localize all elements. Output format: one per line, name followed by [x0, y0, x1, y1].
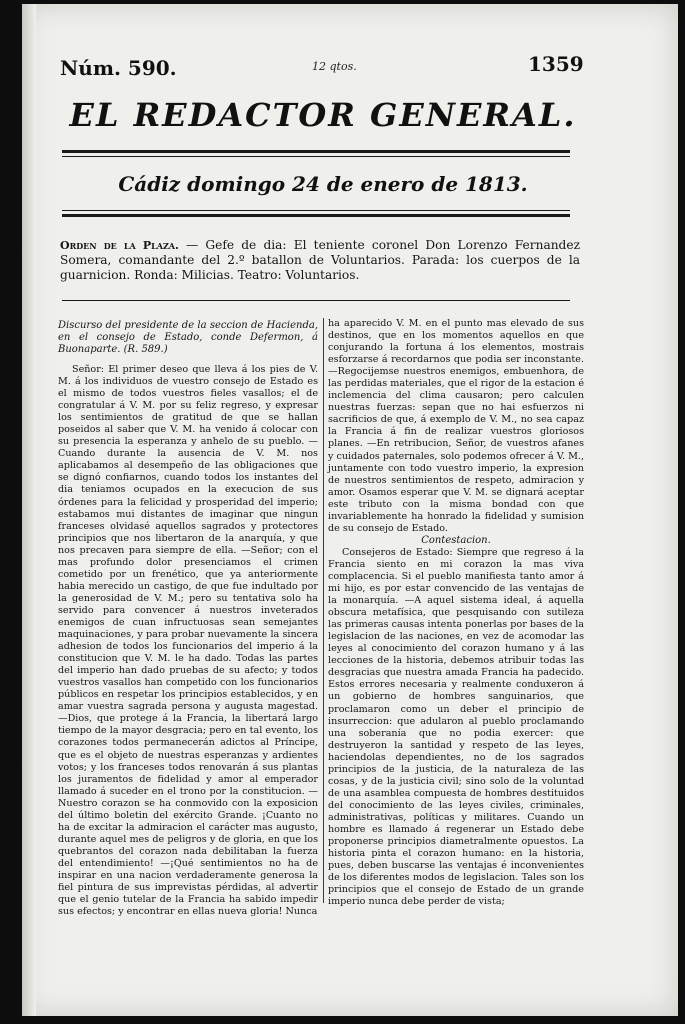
issue-number: Núm. 590. — [60, 56, 177, 80]
column-divider — [323, 318, 324, 903]
sheet-mark: 12 qtos. — [312, 60, 357, 73]
dateline-rule-thin — [62, 210, 570, 211]
right-column — [328, 318, 584, 908]
left-column — [58, 320, 318, 918]
masthead-rule-thick — [62, 150, 570, 153]
dateline-rule-thick — [62, 214, 570, 217]
page-edge-shadow — [22, 4, 36, 1016]
article-body-continued: ha aparecido V. M. en el punto mas elevado de sus destinos, que en los momentos aquellos en que conjurando la fortuna á los elementos, mostrais esforzarse á recordarnos que podia ser inconstante. —Regocijemse nuestros enemigos, embuenhora, de las perdidas materiales, que el rigor de la estacion é inclemencia del clima causaron; pero calculen nuestras fuerzas: sepan que no hai esfuerzos ni sacrificios de que, á exemplo de V. M., no sea capaz la Francia á fin de realizar vuestros gloriosos planes. —En retribucion, Señor, de vuestros afanes y cuidados paternales, solo podemos ofrecer á V. M., juntamente con todo vuestro imperio, la expresion de nuestros sentimientos de respeto, admiracion y amor. Osamos esperar que V. M. se dignará aceptar este tributo con la misma bondad con que invariablemente ha honrado la fidelidad y sumision de su consejo de Estado. — [328, 318, 584, 534]
section-rule — [62, 300, 570, 301]
masthead-rule-thin — [62, 156, 570, 157]
article-body: Señor: El primer deseo que lleva á los pies de V. M. á los individuos de vuestro consejo de Estado es el mismo de todos vuestros fieles vasallos; el de congratular á V. M. por su feliz regreso, y expresar los sentimientos de gratitud de que se hallan poseidos al saber que V. M. ha venido á colocar con su presencia la esperanza y anhelo de su pueblo. —Cuando durante la ausencia de V. M. nos aplicabamos al desempeño de las obligaciones que se dignó confiarnos, cuando todos los instantes del dia teniamos ocupados en la execucion de sus órdenes para la felicidad y prosperidad del imperio; estabamos mui distantes de imaginar que ningun franceses olvidasé aquellos sagrados y protectores principios que nos libertaron de la anarquía, y que nos precaven para siempre de ella. —Señor; con el mas profundo dolor presenciamos el crimen cometido por un frenético, que ya anteriormente habia merecido un castigo, de que fue indultado por la generosidad de V. M.; pero su tentativa solo ha servido para convencer á nuestros inveterados enemigos de cuan infructuosas sean semejantes maquinaciones, y para probar nuevamente la sincera adhesion de todos los funcionarios del imperio á la constitucion que V. M. le ha dado. Todas las partes del imperio han dado pruebas de su afecto; y todos vuestros vasallos han competido con los funcionarios públicos en respetar los principios establecidos, y en amar vuestra sagrada persona y augusta magestad. —Dios, que protege á la Francia, la libertará largo tiempo de la mayor desgracia; pero en tal evento, los corazones todos permanecerán adictos al Príncipe, que es el objeto de nuestras esperanzas y ardientes votos; y los franceses todos renovarán á sus plantas los juramentos de fidelidad y amor al emperador llamado á suceder en el trono por la constitucion. —Nuestro corazon se ha conmovido con la exposicion del último boletin del exército Grande. ¡Cuanto no ha de excitar la admiracion el carácter mas augusto, durante aquel mes de peligros y de gloria, en que los quebrantos del corazon nada debilitaban la fuerza del entendimiento! —¡Qué sentimientos no ha de inspirar en una nacion verdaderamente generosa la fiel pintura de sus imprevistas pérdidas, al advertir que el genio tutelar de la Francia ha sabido impedir sus efectos; y encontrar en ellas nueva gloria! Nunca — [58, 364, 318, 918]
reply-body: Consejeros de Estado: Siempre que regreso á la Francia siento en mi corazon la mas viva complacencia. Si el pueblo manifiesta tanto amor á mi hijo, es por estar convencido de las ventajas de la monarquía. —A aquel sistema ideal, á aquella obscura metafísica, que pesquisando con sutileza las primeras causas intenta ponerlas por bases de la legislacion de las naciones, en vez de acomodar las leyes al conocimiento del corazon humano y á las lecciones de la historia, debemos atribuir todas las desgracias que nuestra amada Francia ha padecido. Estos errores necesaria y realmente conduxeron á un gobierno de hombres sanguinarios, que proclamaron como un deber el principio de insurreccion: que adularon al pueblo proclamando una soberanía que no podia exercer: que destruyeron la santidad y respeto de las leyes, haciendolas dependientes, no de los sagrados principios de la justicia, de la naturaleza de las cosas, y de la justicia civil; sino solo de la voluntad de una asamblea compuesta de hombres destituidos del conocimiento de las leyes civiles, criminales, administrativas, políticas y militares. Cuando un hombre es llamado á regenerar un Estado debe proponerse principios diametralmente opuestos. La historia pinta el corazon humano: en la historia, pues, deben buscarse las ventajas é inconvenientes de los diferentes modos de legislacion. Tales son los principios que el consejo de Estado de un grande imperio nunca debe perder de vista; — [328, 546, 584, 908]
masthead-title: EL REDACTOR GENERAL. — [69, 96, 577, 134]
orden-label: Orden de la Plaza. — [60, 239, 179, 252]
dateline: Cádiz domingo 24 de enero de 1813. — [118, 172, 528, 196]
reply-heading: Contestacion. — [421, 534, 491, 546]
page-number: 1359 — [528, 52, 584, 76]
orden-de-la-plaza — [60, 238, 580, 283]
article-heading: Discurso del presidente de la seccion de Hacienda, en el consejo de Estado, conde Defermon, á Buonaparte. (R. 589.) — [58, 320, 318, 355]
orden-text: — Gefe de dia: El teniente coronel Don Lorenzo Fernandez Somera, comandante del 2.º batallon de Voluntarios. Parada: los cuerpos de la guarnicion. Ronda: Milicias. Teatro: Voluntarios. — [60, 238, 580, 282]
